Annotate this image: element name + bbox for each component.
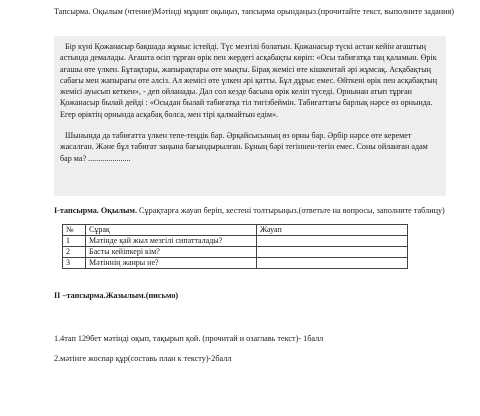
table-cell-number: 1 xyxy=(63,236,86,247)
table-cell-answer[interactable] xyxy=(257,258,408,269)
table-row xyxy=(63,236,408,247)
table-header-answer: Жауап xyxy=(257,225,408,236)
writing-item-2: 2.мәтінге жоспар құр(составь план к тексту)-2балл xyxy=(54,354,232,363)
table-cell-number: 3 xyxy=(63,258,86,269)
task-1-heading xyxy=(54,205,458,216)
table-cell-answer[interactable] xyxy=(257,236,408,247)
task-2-label: ІІ –тапсырма.Жазылым.(письмо) xyxy=(54,291,179,300)
table-header-row xyxy=(63,225,408,236)
table-cell-question: Мәтінде қай жыл мезгілі сипатталады? xyxy=(86,236,257,247)
table-cell-number: 2 xyxy=(63,247,86,258)
answer-table xyxy=(62,224,408,269)
task-1-instruction: Сұрақтарға жауап беріп, кестені толтырыңыз.(ответьте на вопросы, заполните таблицу) xyxy=(137,206,445,215)
task-2-heading xyxy=(54,290,458,301)
reading-paragraph-1: Бір күні Қожанасыр бақшада жұмыс істейді. Түс мезгілі болатын. Қожанасыр түскі астан кейін ағаштың астында демалады. Ағашта өсіп тұрған өрік пен жердегі асқабақты көріп: «Осы табиғатқа таң қаламын. Өрік ағашы өте үлкен. Бұтақтары, жапырақтары өте мықты. Бірақ жемісі өте кішкентай әрі жұмсақ. Асқабақтың сабағы мен жапырағы өте әлсіз. Ал жемісі өте үлкен әрі қатты. Бұл дұрыс емес. Өйткені өрік пен асқабақтың жемісі ауысып кеткен», - деп ойланады. Дал сол кезде басына өрік келіп түседі. Орнынан атып тұрған Қожанасыр былай дейді : «Осыдан былай табиғатқа тіл тигізбеймін. Табиғаттағы барлық нәрсе өз орнында. Егер өріктің орнында асқабақ болса, мен тірі қалмайтын едім». xyxy=(60,42,438,119)
page-title: Тапсырма. Оқылым (чтение)Мәтінді мұқият оқыңыз, тапсырма орындаңыз.(прочитайте текст, выполните задания) xyxy=(54,7,454,16)
task-1-label: І-тапсырма. Оқылым. xyxy=(54,206,137,215)
table-cell-question: Басты кейіпкері кім? xyxy=(86,247,257,258)
table-header-question: Сұрақ xyxy=(86,225,257,236)
table-row xyxy=(63,258,408,269)
reading-text-box xyxy=(54,36,446,196)
table-cell-answer[interactable] xyxy=(257,247,408,258)
table-row xyxy=(63,247,408,258)
reading-paragraph-2: Шынында да табиғатта үлкен тепе-теңдік бар. Әрқайсысының өз орны бар. Әрбір нәрсе өте керемет жасалған. Және бұл табиғат заңына бағындырылған. Бұның бәрі тегіннен-тегін емес. Соны ойланған адам бар ма? ..................... xyxy=(60,131,428,163)
table-header-number: № xyxy=(63,225,86,236)
table-cell-question: Мәтіннің жанры не? xyxy=(86,258,257,269)
writing-item-1: 1.4тап 129бет мәтінді оқып, тақырып қой. (прочитай и озаглавь текст)- 1балл xyxy=(54,334,324,343)
